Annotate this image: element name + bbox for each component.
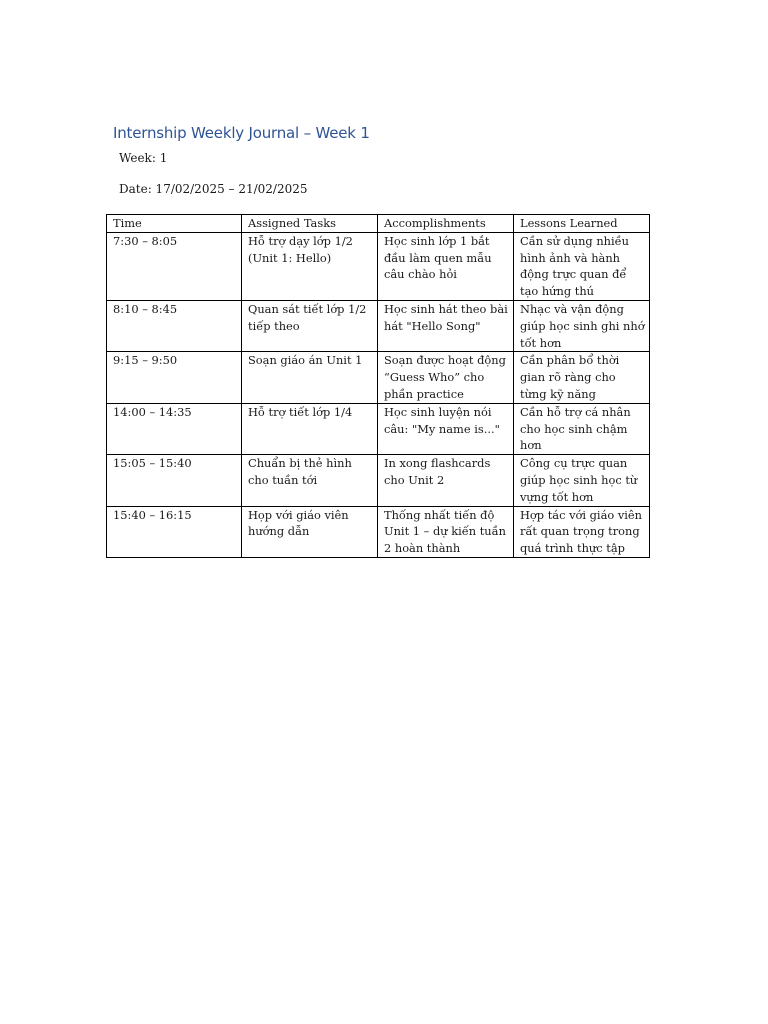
table-row (107, 300, 650, 351)
header-accomplishments: Accomplishments (378, 215, 514, 233)
cell-accomplishment: Thống nhất tiến độ Unit 1 – dự kiến tuần 2 hoàn thành (378, 506, 514, 557)
cell-assigned-task: Soạn giáo án Unit 1 (242, 352, 378, 403)
table-row (107, 455, 650, 506)
cell-accomplishment: Học sinh luyện nói câu: "My name is..." (378, 403, 514, 454)
cell-assigned-task: Hỗ trợ dạy lớp 1/2 (Unit 1: Hello) (242, 232, 378, 300)
cell-lesson-learned: Hợp tác với giáo viên rất quan trọng trong quá trình thực tập (514, 506, 650, 557)
cell-time: 14:00 – 14:35 (107, 403, 242, 454)
table-row (107, 403, 650, 454)
cell-accomplishment: Học sinh lớp 1 bắt đầu làm quen mẫu câu chào hỏi (378, 232, 514, 300)
cell-lesson-learned: Cần hỗ trợ cá nhân cho học sinh chậm hơn (514, 403, 650, 454)
cell-time: 9:15 – 9:50 (107, 352, 242, 403)
week-line: Week: 1 (119, 151, 168, 165)
cell-time: 15:05 – 15:40 (107, 455, 242, 506)
cell-lesson-learned: Cần sử dụng nhiều hình ảnh và hành động trực quan để tạo hứng thú (514, 232, 650, 300)
header-time: Time (107, 215, 242, 233)
cell-lesson-learned: Công cụ trực quan giúp học sinh học từ vựng tốt hơn (514, 455, 650, 506)
header-assigned-tasks: Assigned Tasks (242, 215, 378, 233)
cell-time: 7:30 – 8:05 (107, 232, 242, 300)
cell-assigned-task: Quan sát tiết lớp 1/2 tiếp theo (242, 300, 378, 351)
table-row (107, 232, 650, 300)
cell-lesson-learned: Nhạc và vận động giúp học sinh ghi nhớ tốt hơn (514, 300, 650, 351)
cell-accomplishment: Học sinh hát theo bài hát "Hello Song" (378, 300, 514, 351)
journal-table (106, 214, 650, 558)
cell-assigned-task: Họp với giáo viên hướng dẫn (242, 506, 378, 557)
cell-assigned-task: Chuẩn bị thẻ hình cho tuần tới (242, 455, 378, 506)
cell-time: 8:10 – 8:45 (107, 300, 242, 351)
cell-assigned-task: Hỗ trợ tiết lớp 1/4 (242, 403, 378, 454)
cell-accomplishment: In xong flashcards cho Unit 2 (378, 455, 514, 506)
document-title: Internship Weekly Journal – Week 1 (113, 124, 370, 142)
cell-time: 15:40 – 16:15 (107, 506, 242, 557)
table-header-row (107, 215, 650, 233)
table-row (107, 506, 650, 557)
cell-lesson-learned: Cần phân bổ thời gian rõ ràng cho từng kỹ năng (514, 352, 650, 403)
table-row (107, 352, 650, 403)
cell-accomplishment: Soạn được hoạt động “Guess Who” cho phần practice (378, 352, 514, 403)
date-line: Date: 17/02/2025 – 21/02/2025 (119, 182, 308, 196)
header-lessons-learned: Lessons Learned (514, 215, 650, 233)
